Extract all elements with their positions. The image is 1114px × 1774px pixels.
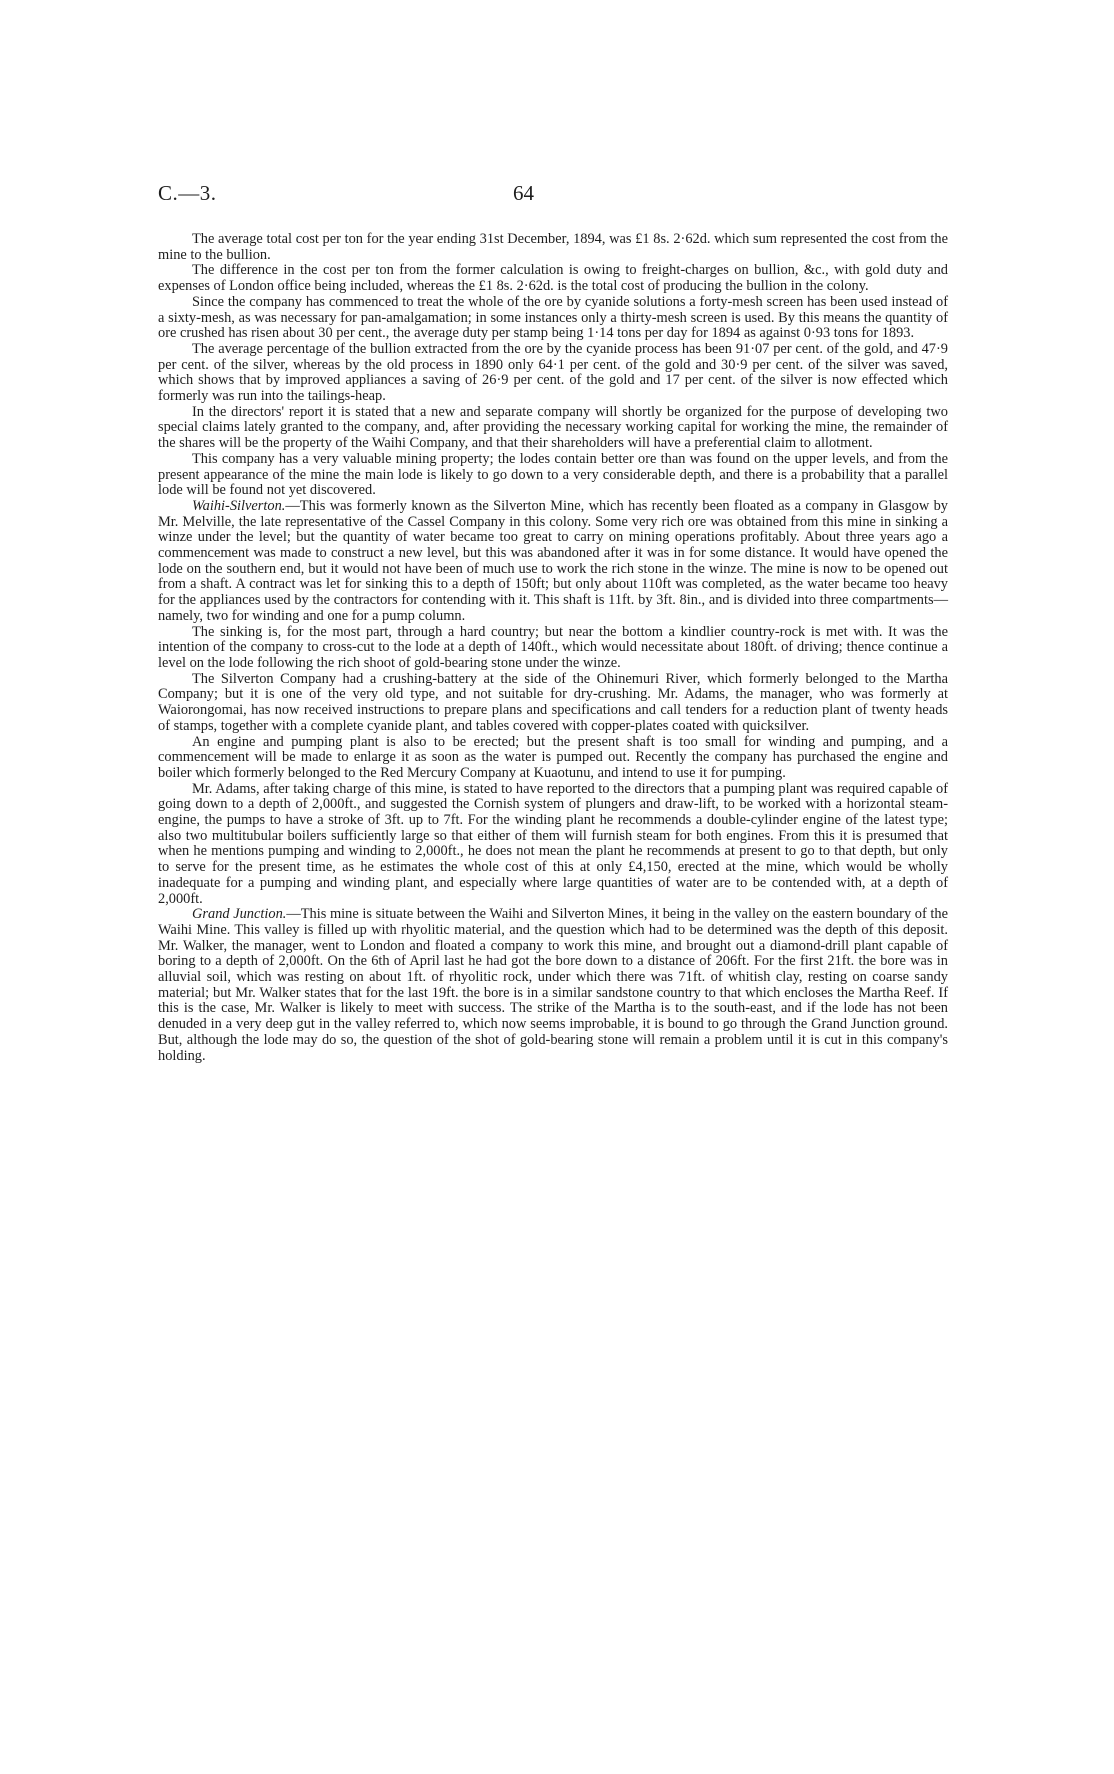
paragraph-text: The Silverton Company had a crushing-battery at the side of the Ohinemuri River, which formerly belonged to the Martha Company; but it is one of the very old type, and not suitable for dry-crushing. Mr. Adams, the manager, who was formerly at Waiorongomai, has now received instructions to prepare plans and specifications and call tenders for a reduction plant of twenty heads of stamps, together with a complete cyanide plant, and tables covered with copper-plates coated with quicksilver. xyxy=(158,670,948,734)
paragraph-text: The average percentage of the bullion extracted from the ore by the cyanide process has been 91·07 per cent. of the gold, and 47·9 per cent. of the silver, whereas by the old process in 1890 only 64·1 per cent. of the gold and 30·9 per cent. of the silver was saved, which shows that by improved appliances a saving of 26·9 per cent. of the gold and 17 per cent. of the silver is now effected which formerly was run into the tailings-heap. xyxy=(158,340,948,405)
paragraph-text: —This mine is situate between the Waihi and Silverton Mines, it being in the valley on the eastern boundary of the Waihi Mine. This valley is filled up with rhyolitic material, and the question which had to be determined was the depth of this deposit. Mr. Walker, the manager, went to London and floated a company to work this mine, and brought out a diamond-drill plant capable of boring to a depth of 2,000ft. On the 6th of April last he had got the bore down to a distance of 206ft. For the first 21ft. the bore was in alluvial soil, which was resting on about 1ft. of rhyolitic rock, under which there was 71ft. of whitish clay, resting on coarse sandy material; but Mr. Walker states that for the last 19ft. the bore is in a similar sandstone country to that which encloses the Martha Reef. If this is the case, Mr. Walker is likely to meet with success. The strike of the Martha is to the south-east, and if the lode has not been denuded in a very deep gut in the valley referred to, which now seems improbable, it is bound to go through the Grand Junction ground. But, although the lode may do so, the question of the shot of gold-bearing stone will remain a problem until it is cut in this company's holding. xyxy=(158,906,949,1064)
paragraph-text: —This was formerly known as the Silverton Mine, which has recently been floated as a company in Glasgow by Mr. Melville, the late representative of the Cassel Company in this colony. Some very rich ore was obtained from this mine in sinking a winze under the level; but the quantity of water became too great to carry on mining operations profitably. About three years ago a commencement was made to construct a new level, but this was abandoned after it was in for some distance. It would have opened the lode on the southern end, but it would not have been of much use to work the rich stone in the winze. The mine is now to be opened out from a shaft. A contract was let for sinking this to a depth of 150ft; but only about 110ft was completed, as the water became too heavy for the appliances used by the contractors for contending with it. This shaft is 11ft. by 3ft. 8in., and is divided into three compartments—namely, two for winding and one for a pump column. xyxy=(158,497,948,624)
section-heading: Grand Junction. xyxy=(192,906,287,923)
paragraph-adams-report xyxy=(158,782,948,908)
paragraph-directors-report xyxy=(158,405,948,452)
paragraph-sinking xyxy=(158,625,948,672)
paragraph-crushing-battery xyxy=(158,672,948,735)
paragraph-text: Since the company has commenced to treat the whole of the ore by cyanide solutions a forty-mesh screen has been used instead of a sixty-mesh, as was necessary for pan-amalgamation; in some instances only a thirty-mesh screen is used. By this means the quantity of ore crushed has risen about 30 per cent., the average duty per stamp being 1·14 tons per day for 1894 as against 0·93 tons for 1893. xyxy=(158,293,948,342)
paragraph-cyanide-screen xyxy=(158,295,948,342)
body-text xyxy=(158,232,948,1064)
paragraph-text: The sinking is, for the most part, through a hard country; but near the bottom a kindlier country-rock is met with. It was the intention of the company to cross-cut to the lode at a depth of 140ft., which would necessitate about 180ft. of driving; thence continue a level on the lode following the rich shoot of gold-bearing stone under the winze. xyxy=(158,623,948,671)
section-heading: Waihi-Silverton. xyxy=(192,497,286,514)
page-header xyxy=(158,181,948,211)
paragraph-grand-junction xyxy=(158,907,948,1064)
paragraph-text: The average total cost per ton for the year ending 31st December, 1894, was £1 8s. 2·62d. which sum represented the cost from the mine to the bullion. xyxy=(158,231,948,263)
paragraph-text: In the directors' report it is stated that a new and separate company will shortly be organized for the purpose of developing two special claims lately granted to the company, and, after providing the necessary working capital for working the mine, the remainder of the shares will be the property of the Waihi Company, and that their shareholders will have a preferential claim to allotment. xyxy=(158,403,948,452)
page-number: 64 xyxy=(513,181,534,205)
paragraph-average-cost xyxy=(158,232,948,263)
paragraph-waihi-silverton xyxy=(158,499,948,625)
paragraph-mining-property xyxy=(158,452,948,499)
paragraph-cost-difference xyxy=(158,263,948,294)
paragraph-text: Mr. Adams, after taking charge of this mine, is stated to have reported to the directors that a pumping plant was required capable of going down to a depth of 2,000ft., and suggested the Cornish system of plungers and draw-lift, to be worked with a horizontal steam-engine, the pumps to have a stroke of 3ft. up to 7ft. For the winding plant he recommends a double-cylinder engine of the latest type; also two multitubular boilers sufficiently large so that either of them will furnish steam for both engines. From this it is presumed that when he mentions pumping and winding to 2,000ft., he does not mean the plant he recommends at present to go to that depth, but only to serve for the present time, as he estimates the whole cost of this at only £4,150, erected at the mine, which would be wholly inadequate for a pumping and winding plant, and especially where large quantities of water are to be contended with, at a depth of 2,000ft. xyxy=(158,780,948,907)
document-reference: C.—3. xyxy=(158,181,217,205)
paragraph-text: The difference in the cost per ton from the former calculation is owing to freight-charges on bullion, &c., with gold duty and expenses of London office being included, whereas the £1 8s. 2·62d. is the total cost of producing the bullion in the colony. xyxy=(158,262,948,295)
paragraph-text: An engine and pumping plant is also to be erected; but the present shaft is too small for winding and pumping, and a commencement will be made to enlarge it as soon as the water is pumped out. Recently the company has purchased the engine and boiler which formerly belonged to the Red Mercury Company at Kuaotunu, and intend to use it for pumping. xyxy=(158,733,948,781)
paragraph-pumping-plant xyxy=(158,735,948,782)
paragraph-text: This company has a very valuable mining property; the lodes contain better ore than was found on the upper levels, and from the present appearance of the mine the main lode is likely to go down to a very considerable depth, and there is a probability that a parallel lode will be found not yet discovered. xyxy=(158,450,948,499)
paragraph-bullion-percentage xyxy=(158,342,948,405)
